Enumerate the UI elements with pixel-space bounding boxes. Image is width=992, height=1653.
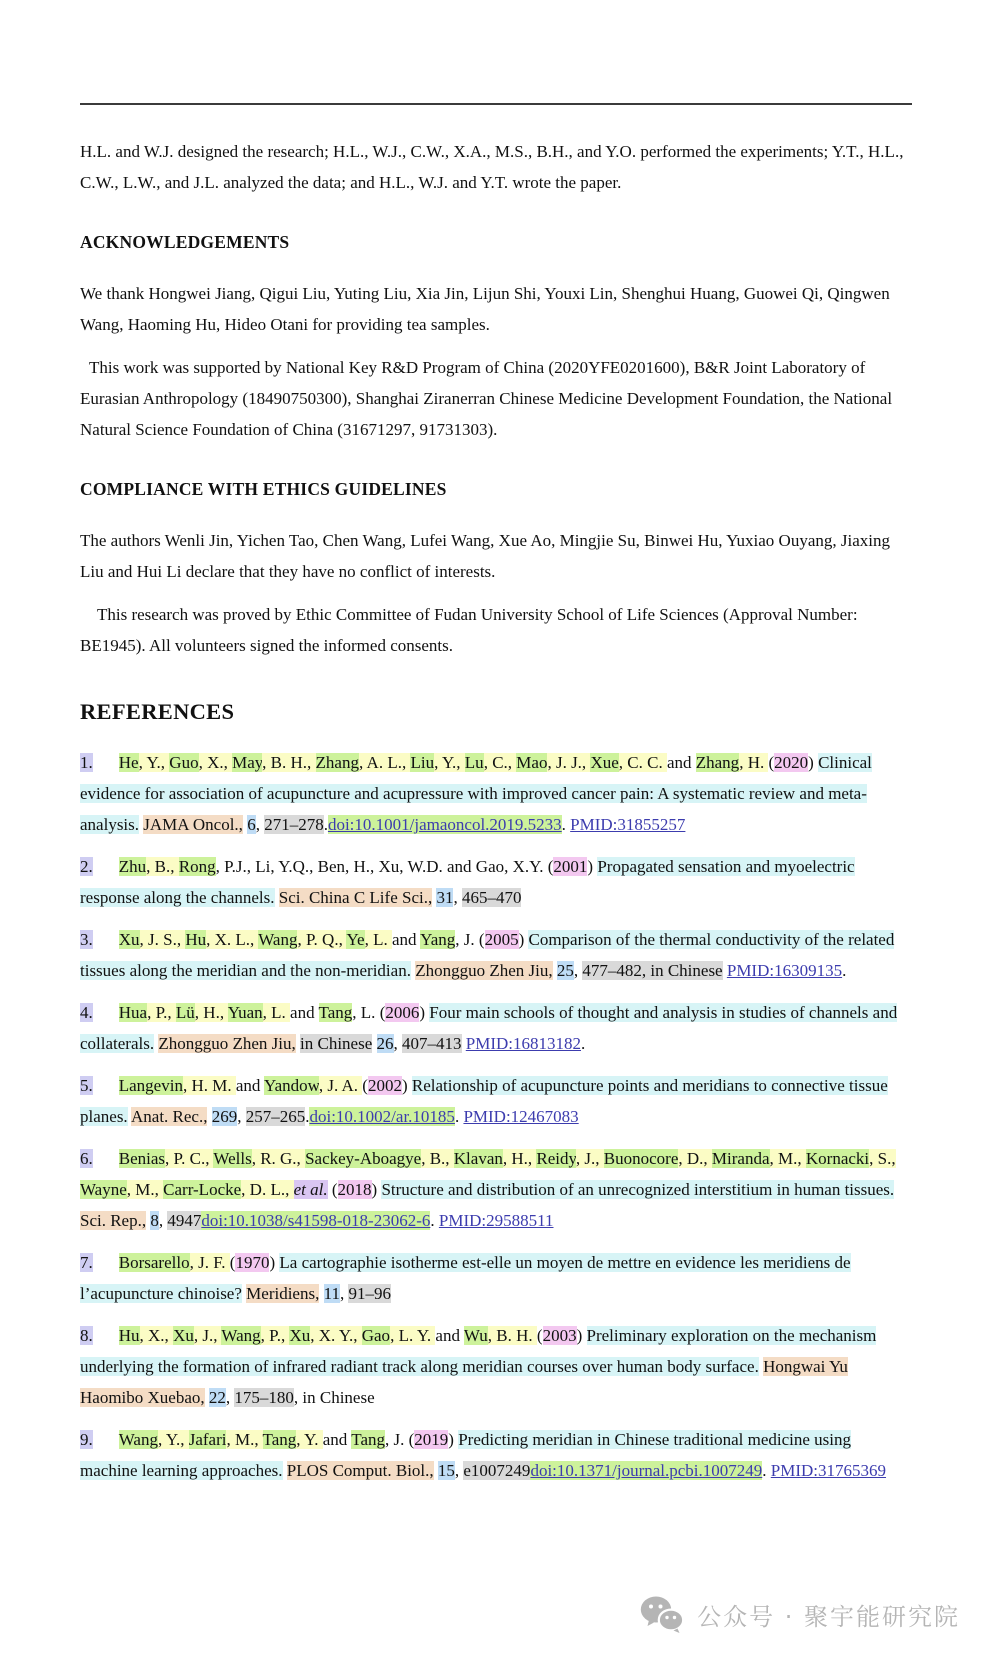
ref-green-text: Hu: [185, 930, 207, 949]
ref-text: ): [448, 1430, 459, 1449]
ref-green-text: Langevin: [118, 1076, 183, 1095]
ref-text: and: [322, 1430, 352, 1449]
ref-gray-text: 175–180: [234, 1388, 294, 1407]
ref-yellow-text: , X. Y.,: [310, 1326, 362, 1345]
pmid-link[interactable]: PMID:16813182: [465, 1034, 581, 1053]
ref-green-text: Benias: [118, 1149, 166, 1168]
ref-gray-text: 257–265: [245, 1107, 306, 1126]
ref-green-text: Xu: [173, 1326, 194, 1345]
ref-peach-text: PLOS Comput. Biol.,: [286, 1461, 434, 1480]
ref-yellow-text: , M.,: [126, 1180, 164, 1199]
ref-yellow-text: , Y.: [296, 1430, 323, 1449]
ref-green-text: Wayne: [80, 1180, 127, 1199]
ref-yellow-text: , D.,: [678, 1149, 712, 1168]
ref-text: ,: [454, 1461, 464, 1480]
ref-pink-text: 2006: [385, 1003, 420, 1022]
reference-number: 4.: [80, 1003, 93, 1022]
ref-yellow-text: , S.,: [869, 1149, 896, 1168]
reference-item: [80, 1424, 912, 1486]
ref-pink-text: 2001: [553, 857, 588, 876]
ref-green-text: Xue: [590, 753, 619, 772]
ref-peach-text: Meridiens,: [246, 1284, 320, 1303]
ref-text: ,: [255, 815, 265, 834]
ref-text: and: [290, 1003, 319, 1022]
ref-text: .: [581, 1034, 586, 1053]
ref-yellow-text: , Y.,: [157, 1430, 189, 1449]
ref-green-text: Tang: [318, 1003, 353, 1022]
ref-green-text: May: [232, 753, 263, 772]
reference-number: 2.: [80, 857, 93, 876]
ref-text: ,: [393, 1034, 403, 1053]
ref-yellow-text: , Y.,: [138, 753, 170, 772]
ref-text: , P.J., Li, Y.Q., Ben, H., Xu, W.D. and Gao, X.Y.: [215, 857, 548, 876]
ref-text: (: [327, 1180, 338, 1199]
ref-yellow-text: , D. L.,: [241, 1180, 294, 1199]
ref-text: ,: [573, 961, 583, 980]
ref-text: .: [454, 1107, 464, 1126]
ref-blue-text: 6: [247, 815, 256, 834]
reference-number: 5.: [80, 1076, 93, 1095]
ref-pink-text: 2003: [542, 1326, 577, 1345]
ref-green-text: Borsarello: [118, 1253, 190, 1272]
doi-link[interactable]: doi:10.1001/jamaoncol.2019.5233: [327, 815, 562, 834]
reference-item: [80, 1070, 912, 1132]
ref-yellow-text: , H. M.: [182, 1076, 236, 1095]
ref-blue-text: 26: [376, 1034, 394, 1053]
ref-green-text: Lü: [175, 1003, 195, 1022]
ref-text: (: [547, 857, 554, 876]
ref-green-text: Tang: [262, 1430, 297, 1449]
ref-text: , L.: [352, 1003, 380, 1022]
ref-peach-text: Sci. China C Life Sci.,: [278, 888, 433, 907]
reference-item: [80, 1320, 912, 1413]
ref-yellow-text: , M.,: [226, 1430, 263, 1449]
ref-text: [319, 1284, 323, 1303]
ref-green-text: Mao: [516, 753, 548, 772]
ref-text: ,: [225, 1388, 235, 1407]
ref-yellow-text: , H.,: [502, 1149, 537, 1168]
ref-green-text: Xu: [289, 1326, 311, 1345]
ref-text: , J.: [455, 930, 479, 949]
ref-pink-text: 1970: [235, 1253, 270, 1272]
ref-text: [372, 1034, 376, 1053]
ref-green-text: Zhu: [118, 857, 147, 876]
ref-cyan-text: La cartographie isotherme est-elle un moyen de mettre en evidence les meridiens de l’acupuncture chinoise?: [80, 1253, 851, 1303]
watermark: [640, 1595, 960, 1633]
ref-green-text: Wang: [258, 930, 298, 949]
ref-green-text: Jafari: [188, 1430, 227, 1449]
ref-text: ,: [453, 888, 462, 907]
ref-text: ,: [237, 1107, 246, 1126]
ref-text: .: [323, 815, 328, 834]
ref-yellow-text: , H.: [739, 753, 769, 772]
reference-number: 1.: [80, 753, 93, 772]
pmid-link[interactable]: PMID:31765369: [770, 1461, 887, 1480]
ref-yellow-text: , B.,: [421, 1149, 454, 1168]
ref-blue-text: 269: [211, 1107, 238, 1126]
ref-green-text: Klavan: [453, 1149, 503, 1168]
ref-etal-text: et al.: [293, 1180, 328, 1199]
ref-gray-text: in Chinese: [300, 1034, 373, 1053]
watermark-label: 公众号 · 聚宇能研究院: [697, 1602, 960, 1631]
ref-cyan-text: Clinical evidence for association of acupuncture and acupressure with improved cancer pain: A systematic review and meta-analysis.: [80, 753, 872, 834]
ref-yellow-text: , J.,: [193, 1326, 222, 1345]
ref-green-text: Yang: [420, 930, 456, 949]
ref-gray-text: 407–413: [402, 1034, 462, 1053]
ref-text: and: [391, 930, 421, 949]
ref-text: (: [362, 1076, 368, 1095]
ref-green-text: Zhang: [695, 753, 740, 772]
ref-green-text: Liu: [410, 753, 435, 772]
ref-peach-text: Zhongguo Zhen Jiu,: [158, 1034, 296, 1053]
ref-text: ): [269, 1253, 280, 1272]
ref-gray-text: 465–470: [461, 888, 522, 907]
pmid-link[interactable]: PMID:16309135: [726, 961, 843, 980]
ref-green-text: Tang: [351, 1430, 385, 1449]
references-list: [80, 747, 912, 1486]
ref-peach-text: Zhongguo Zhen Jiu,: [415, 961, 553, 980]
ref-peach-text: Sci. Rep.,: [80, 1211, 147, 1230]
ref-yellow-text: , J. J.,: [547, 753, 591, 772]
ref-text: (: [478, 930, 485, 949]
ref-text: ): [401, 1076, 412, 1095]
ref-yellow-text: , B. H.: [487, 1326, 537, 1345]
ref-green-text: Yandow: [264, 1076, 319, 1095]
ref-green-text: Carr-Locke: [163, 1180, 242, 1199]
reference-item: [80, 851, 912, 913]
ref-yellow-text: , M.,: [769, 1149, 806, 1168]
ref-text: ): [518, 930, 529, 949]
ref-green-text: Wang: [118, 1430, 158, 1449]
reference-item: [80, 997, 912, 1059]
ref-green-text: Kornacki: [805, 1149, 870, 1168]
ref-text: ,: [339, 1284, 349, 1303]
ref-gray-text: 477–482, in Chinese: [582, 961, 723, 980]
ref-cyan-text: Propagated sensation and myoelectric response along the channels.: [80, 857, 855, 907]
ref-yellow-text: , J. S.,: [139, 930, 186, 949]
acknowledgements-paragraph-2: This work was supported by National Key R&D Program of China (2020YFE0201600), B&R Joint Laboratory of Eurasian Anthropology (18490750300), Shanghai Ziranerran Chinese Medicine Development Foundation, the National Natural Science Foundation of China (31671297, 91731303).: [80, 358, 893, 439]
ref-green-text: Reidy: [536, 1149, 576, 1168]
ref-blue-text: 11: [323, 1284, 340, 1303]
ref-blue-text: 25: [556, 961, 574, 980]
ref-green-text: Yuan: [227, 1003, 263, 1022]
ref-text: ): [576, 1326, 587, 1345]
ref-text: ,: [158, 1211, 168, 1230]
reference-item: [80, 1143, 912, 1236]
ref-yellow-text: , C. C.: [618, 753, 667, 772]
ref-text: .: [842, 961, 847, 980]
ref-green-text: Rong: [178, 857, 216, 876]
doi-link[interactable]: doi:10.1371/journal.pcbi.1007249: [530, 1461, 763, 1480]
ref-text: (: [229, 1253, 236, 1272]
ref-yellow-text: , X.,: [139, 1326, 174, 1345]
ref-yellow-text: , P.,: [260, 1326, 290, 1345]
ref-yellow-text: , B.,: [146, 857, 179, 876]
ref-text: ): [808, 753, 819, 772]
wechat-icon: [640, 1595, 684, 1633]
ref-gray-text: 91–96: [348, 1284, 391, 1303]
ref-text: .: [430, 1211, 439, 1230]
ref-cyan-text: Relationship of acupuncture points and meridians to connective tissue planes.: [80, 1076, 888, 1126]
ref-green-text: Wang: [221, 1326, 261, 1345]
reference-number: 6.: [80, 1149, 93, 1168]
ref-yellow-text: , A. L.,: [358, 753, 411, 772]
header-rule: [80, 103, 912, 105]
ref-text: and: [435, 1326, 464, 1345]
reference-item: [80, 747, 912, 840]
ref-pink-text: 2002: [367, 1076, 402, 1095]
doi-link[interactable]: doi:10.1038/s41598-018-23062-6: [201, 1211, 431, 1230]
ref-text: .: [305, 1107, 310, 1126]
ref-yellow-text: , H.,: [194, 1003, 228, 1022]
ref-text: .: [561, 815, 571, 834]
references-heading: REFERENCES: [80, 699, 235, 724]
ref-text: and: [666, 753, 696, 772]
ref-yellow-text: , X. L.,: [206, 930, 259, 949]
ref-yellow-text: , X.,: [198, 753, 233, 772]
ref-gray-text: 4947: [167, 1211, 202, 1230]
ref-yellow-text: , P.,: [147, 1003, 176, 1022]
ref-yellow-text: , P. C.,: [165, 1149, 214, 1168]
reference-number: 3.: [80, 930, 93, 949]
ref-pink-text: 2019: [414, 1430, 449, 1449]
ref-text: ): [419, 1003, 430, 1022]
ref-text: .: [762, 1461, 771, 1480]
ref-green-text: Sackey-Aboagye: [305, 1149, 422, 1168]
ref-text: ): [371, 1180, 382, 1199]
ref-yellow-text: , L. Y.: [390, 1326, 436, 1345]
pmid-link[interactable]: PMID:12467083: [463, 1107, 579, 1126]
ref-gray-text: e1007249: [463, 1461, 531, 1480]
ref-green-text: Lu: [464, 753, 484, 772]
ref-gray-text: 271–278: [264, 815, 324, 834]
compliance-paragraph-1: The authors Wenli Jin, Yichen Tao, Chen Wang, Lufei Wang, Xue Ao, Mingjie Su, Binwei Hu, Yuxiao Ouyang, Jiaxing Liu and Hui Li declare that they have no conflict of interests.: [80, 531, 890, 581]
ref-peach-text: Anat. Rec.,: [131, 1107, 208, 1126]
ref-blue-text: 22: [208, 1388, 226, 1407]
ref-yellow-text: , C.,: [483, 753, 517, 772]
reference-item: [80, 1247, 912, 1309]
ref-text: (: [536, 1326, 543, 1345]
ref-text: (: [768, 753, 775, 772]
reference-number: 9.: [80, 1430, 93, 1449]
ref-green-text: Wu: [463, 1326, 488, 1345]
compliance-heading: COMPLIANCE WITH ETHICS GUIDELINES: [80, 479, 447, 499]
ref-yellow-text: , J. A.: [318, 1076, 363, 1095]
ref-pink-text: 2005: [484, 930, 519, 949]
reference-item: [80, 924, 912, 986]
ref-green-text: Guo: [169, 753, 199, 772]
reference-number: 8.: [80, 1326, 93, 1345]
reference-number: 7.: [80, 1253, 93, 1272]
ref-green-text: Zhang: [315, 753, 359, 772]
ref-yellow-text: , J. F.: [189, 1253, 230, 1272]
author-contributions-paragraph: H.L. and W.J. designed the research; H.L., W.J., C.W., X.A., M.S., B.H., and Y.O. performed the experiments; Y.T., H.L., C.W., L.W., and J.L. analyzed the data; and H.L., W.J. and Y.T. wrote the paper.: [80, 142, 904, 192]
ref-peach-text: Hongwai Yu Haomibo Xuebao,: [80, 1357, 848, 1407]
pmid-link[interactable]: PMID:31855257: [570, 815, 686, 834]
ref-pink-text: 2020: [774, 753, 809, 772]
ref-green-text: Buonocore: [603, 1149, 679, 1168]
ref-yellow-text: , L.: [262, 1003, 291, 1022]
acknowledgements-heading: ACKNOWLEDGEMENTS: [80, 232, 290, 252]
ref-blue-text: 8: [150, 1211, 159, 1230]
ref-green-text: Hu: [118, 1326, 140, 1345]
ref-yellow-text: , Y.,: [434, 753, 465, 772]
ref-yellow-text: , B. H.,: [262, 753, 316, 772]
ref-text: (: [379, 1003, 386, 1022]
compliance-paragraph-2: This research was proved by Ethic Committee of Fudan University School of Life Sciences (Approval Number: BE1945). All volunteers signed the informed consents.: [80, 605, 858, 655]
ref-cyan-text: Preliminary exploration on the mechanism underlying the formation of infrared radiant track along meridian courses over human body surface.: [80, 1326, 877, 1376]
ref-peach-text: JAMA Oncol.,: [143, 815, 243, 834]
ref-yellow-text: , J.,: [575, 1149, 604, 1168]
ref-pink-text: 2018: [337, 1180, 372, 1199]
ref-blue-text: 31: [436, 888, 454, 907]
doi-link[interactable]: doi:10.1002/ar.10185: [309, 1107, 455, 1126]
ref-blue-text: 15: [437, 1461, 455, 1480]
ref-cyan-text: Four main schools of thought and analysis in studies of channels and collaterals.: [80, 1003, 898, 1053]
ref-green-text: Wells: [213, 1149, 252, 1168]
ref-green-text: Gao: [361, 1326, 391, 1345]
ref-green-text: Hua: [118, 1003, 148, 1022]
ref-yellow-text: , P. Q.,: [297, 930, 347, 949]
acknowledgements-paragraph-1: We thank Hongwei Jiang, Qigui Liu, Yuting Liu, Xia Jin, Lijun Shi, Youxi Lin, Shenghui Huang, Guowei Qi, Qingwen Wang, Haoming Hu, Hideo Otani for providing tea samples.: [80, 284, 890, 334]
ref-green-text: Miranda: [711, 1149, 770, 1168]
ref-cyan-text: Structure and distribution of an unrecognized interstitium in human tissues.: [381, 1180, 895, 1199]
ref-green-text: Ye: [346, 930, 365, 949]
ref-yellow-text: , R. G.,: [251, 1149, 306, 1168]
ref-green-text: He: [118, 753, 139, 772]
ref-cyan-text: Comparison of the thermal conductivity of the related tissues along the meridian and the non-meridian.: [80, 930, 895, 980]
ref-text: and: [235, 1076, 265, 1095]
ref-text: , in Chinese: [293, 1388, 375, 1407]
ref-green-text: Xu: [118, 930, 140, 949]
ref-text: , J.: [385, 1430, 409, 1449]
ref-text: ): [587, 857, 598, 876]
ref-text: (: [408, 1430, 415, 1449]
ref-cyan-text: Predicting meridian in Chinese traditional medicine using machine learning approaches.: [80, 1430, 852, 1480]
ref-yellow-text: , L.: [364, 930, 392, 949]
pmid-link[interactable]: PMID:29588511: [438, 1211, 554, 1230]
